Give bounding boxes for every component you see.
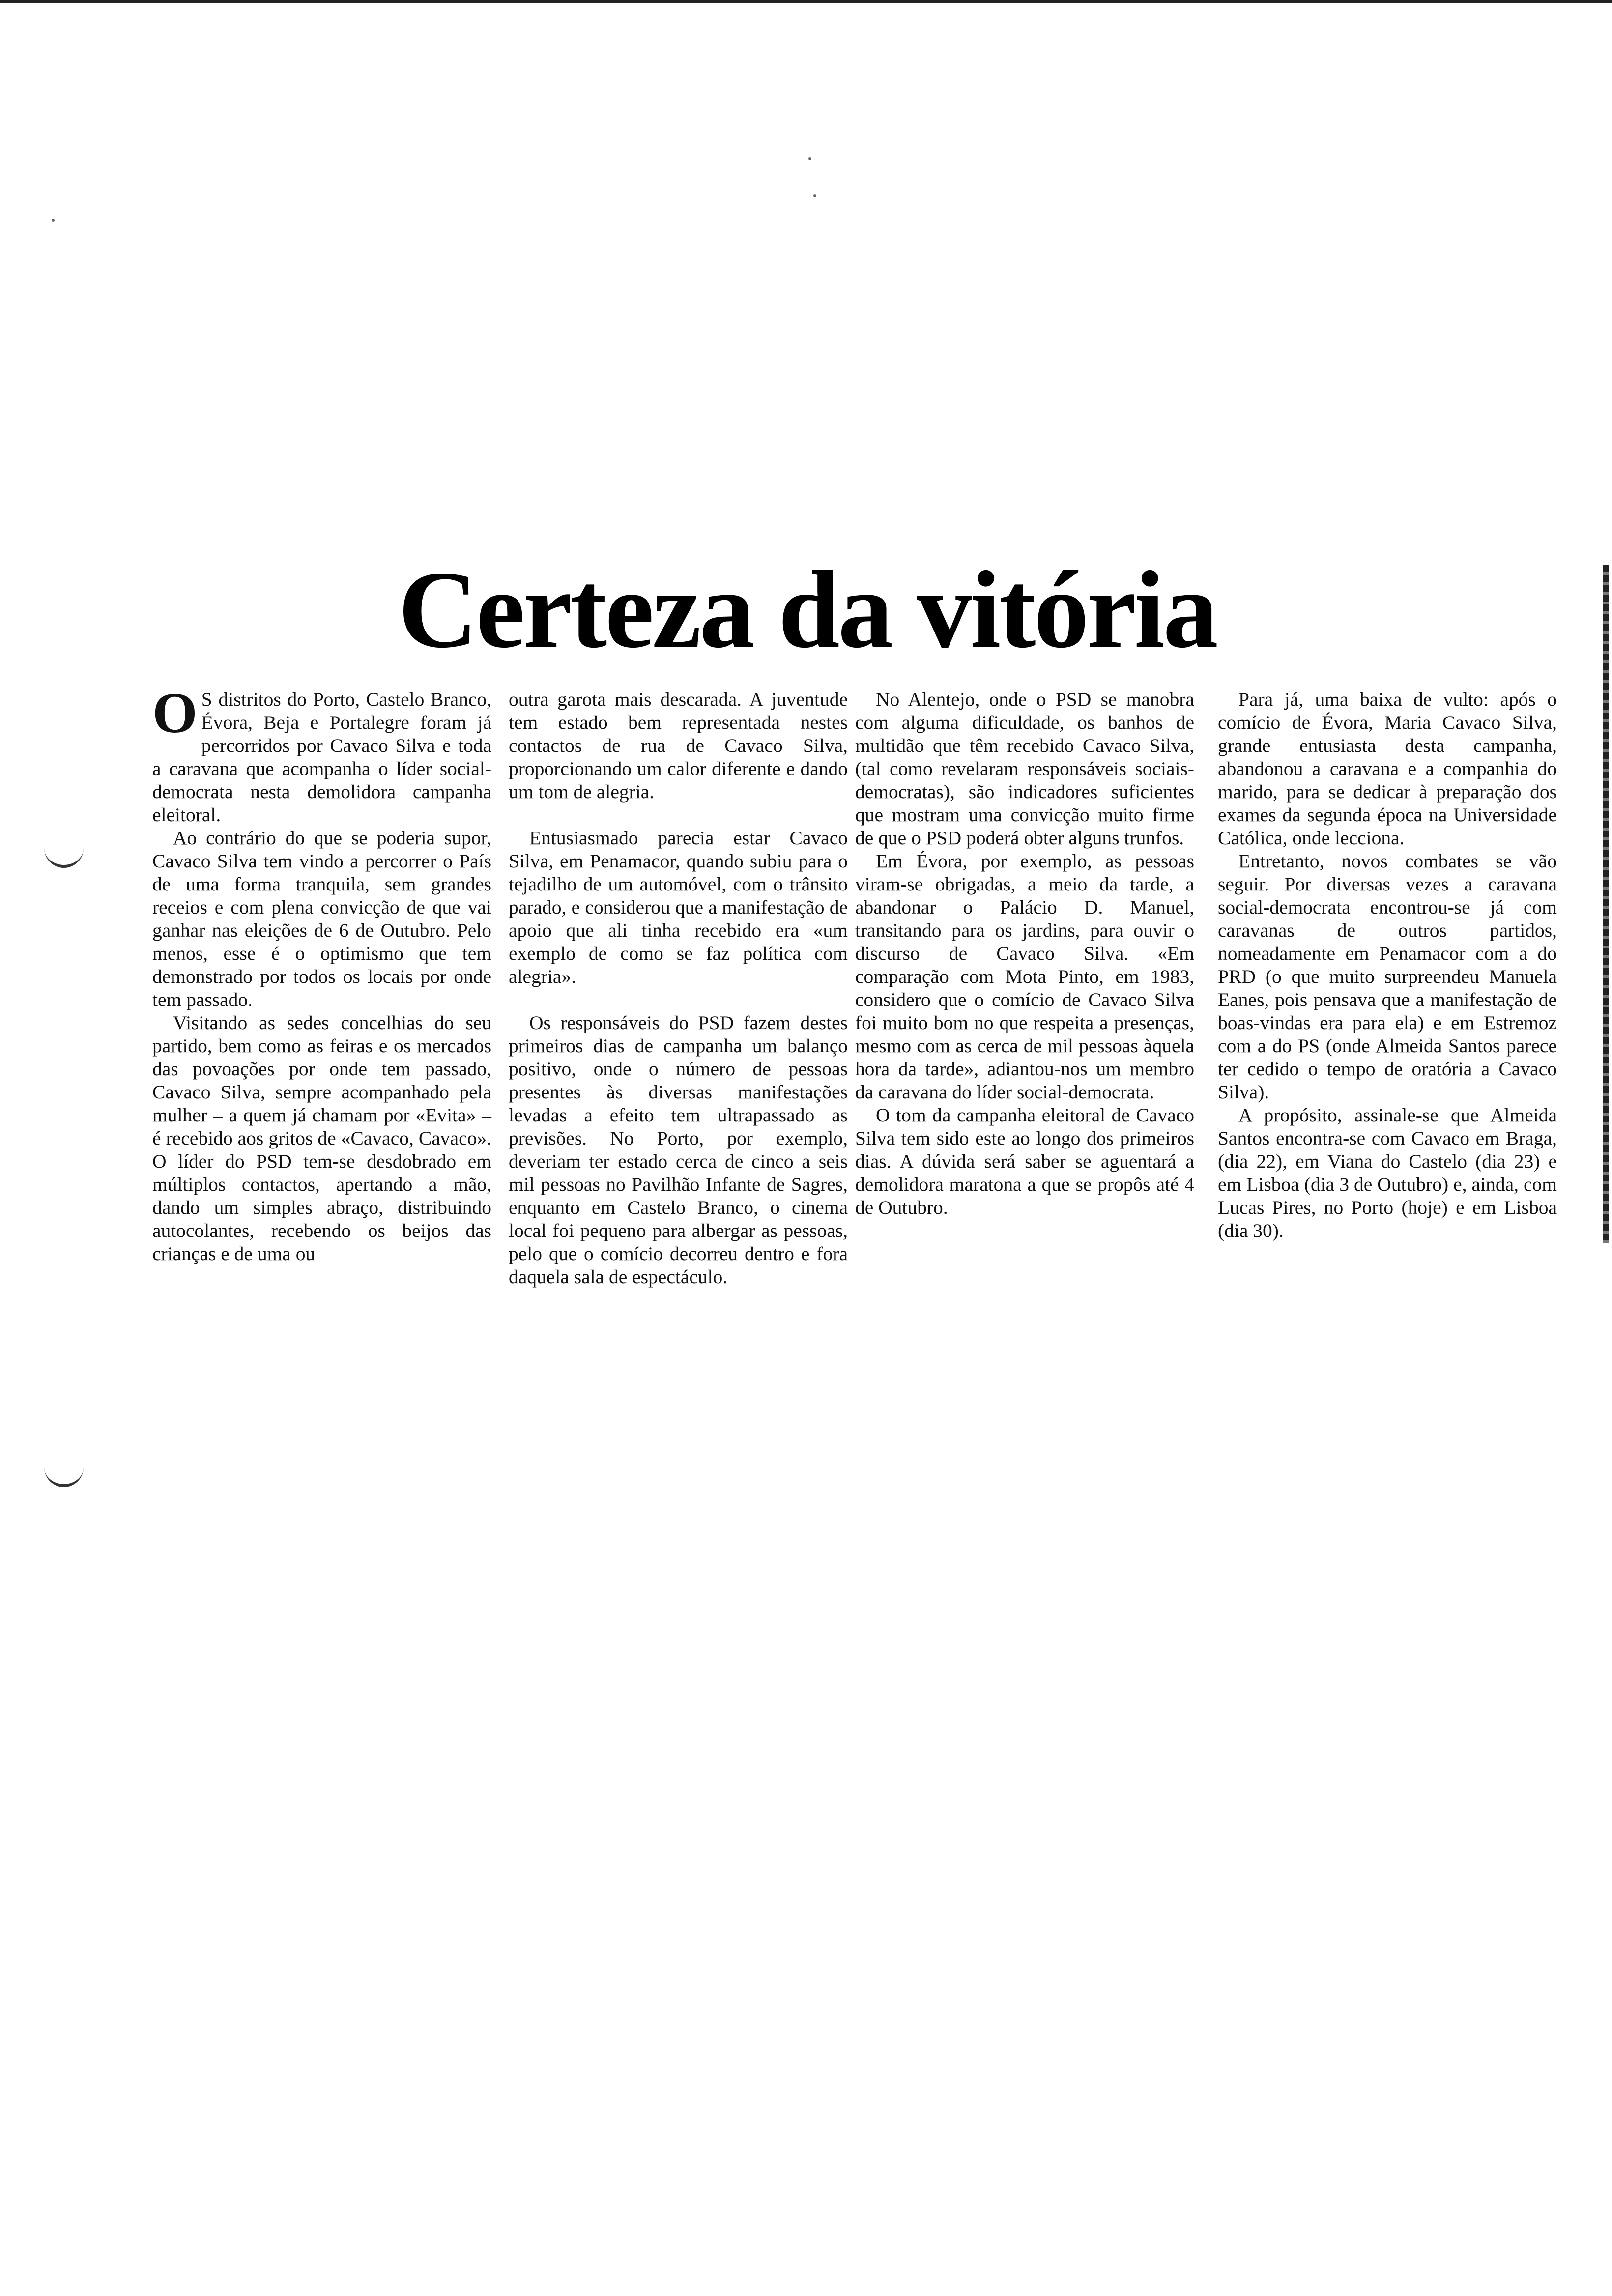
article-column-1 <box>152 681 491 1265</box>
scan-speck <box>808 157 811 160</box>
paragraph: Para já, uma baixa de vulto: após o comício de Évora, Maria Cavaco Silva, grande entusiasta desta campanha, abandonou a caravana e a companhia do marido, para se dedicar à preparação dos exames da segunda época na Universidade Católica, onde lecciona. <box>1218 689 1557 849</box>
right-scan-edge <box>1603 565 1609 1243</box>
paragraph: O tom da campanha eleitoral de Cavaco Silva tem sido este ao longo dos primeiros dias. A dúvida será saber se aguentará a demolidora maratona a que se propôs até 4 de Outubro. <box>855 1104 1194 1218</box>
scan-speck <box>52 219 55 222</box>
paragraph-text: S distritos do Porto, Castelo Branco, Évora, Beja e Portalegre foram já percorridos por Cavaco Silva e toda a caravana que acompanha o líder social-democrata nesta demolidora campanha eleitoral. <box>152 689 491 826</box>
article-headline: Certeza da vitória <box>398 548 1216 671</box>
top-scan-border <box>0 0 1612 3</box>
paragraph: Entretanto, novos combates se vão seguir. Por diversas vezes a caravana social-democrata encontrou-se já com caravanas de outros partidos, nomeadamente em Penamacor com a do PRD (o que muito surpreendeu Manuela Eanes, pois pensava que a manifestação de boas-vindas era para ela) e em Estremoz com a do PS (onde Almeida Santos parece ter cedido o tempo de oratória a Cavaco Silva). <box>1218 850 1557 1103</box>
paragraph: outra garota mais descarada. A juventude tem estado bem representada nestes contactos de rua de Cavaco Silva, proporcionando um calor diferente e dando um tom de alegria. <box>509 689 848 803</box>
paragraph: No Alentejo, onde o PSD se manobra com alguma dificuldade, os banhos de multidão que têm recebido Cavaco Silva, (tal como revelaram responsáveis sociais-democratas), são indicadores suficientes que mostram uma convicção muito firme de que o PSD poderá obter alguns trunfos. <box>855 689 1194 849</box>
scan-speck <box>813 194 816 197</box>
binding-hole-mark <box>44 1464 84 1487</box>
paragraph: Os responsáveis do PSD fazem destes primeiros dias de campanha um balanço positivo, onde o número de pessoas presentes às diversas manifestações levadas a efeito tem ultrapassado as previsões. No Porto, por exemplo, deveriam ter estado cerca de cinco a seis mil pessoas no Pavilhão Infante de Sagres, enquanto em Castelo Branco, o cinema local foi pequeno para albergar as pessoas, pelo que o comício decorreu dentro e fora daquela sala de espectáculo. <box>509 1012 848 1288</box>
article-column-3 <box>855 688 1194 1219</box>
binding-hole-mark <box>44 845 84 868</box>
paragraph: Em Évora, por exemplo, as pessoas viram-se obrigadas, a meio da tarde, a abandonar o Palácio D. Manuel, transitando para os jardins, para ouvir o discurso de Cavaco Silva. «Em comparação com Mota Pinto, em 1983, considero que o comício de Cavaco Silva foi muito bom no que respeita a presenças, mesmo com as cerca de mil pessoas àquela hora da tarde», adiantou-nos um membro da caravana do líder social-democrata. <box>855 850 1194 1103</box>
paragraph: Visitando as sedes concelhias do seu partido, bem como as feiras e os mercados das povoações por onde tem passado, Cavaco Silva, sempre acompanhado pela mulher – a quem já chamam por «Evita» – é recebido aos gritos de «Cavaco, Cavaco». O líder do PSD tem-se desdobrado em múltiplos contactos, apertando a mão, dando um simples abraço, distribuindo autocolantes, recebendo os beijos das crianças e de uma ou <box>152 1012 491 1264</box>
paragraph: Entusiasmado parecia estar Cavaco Silva, em Penamacor, quando subiu para o tejadilho de um automóvel, com o trânsito parado, e considerou que a manifestação de apoio que ali tinha recebido era «um exemplo de como se faz política com alegria». <box>509 827 848 987</box>
article-column-4 <box>1218 688 1557 1242</box>
paragraph: A propósito, assinale-se que Almeida Santos encontra-se com Cavaco em Braga, (dia 22), em Viana do Castelo (dia 23) e em Lisboa (dia 3 de Outubro) e, ainda, com Lucas Pires, no Porto (hoje) e em Lisboa (dia 30). <box>1218 1104 1557 1241</box>
paragraph: Ao contrário do que se poderia supor, Cavaco Silva tem vindo a percorrer o País de uma forma tranquila, sem grandes receios e com plena convicção de que vai ganhar nas eleições de 6 de Outubro. Pelo menos, esse é o optimismo que tem demonstrado por todos os locais por onde tem passado. <box>152 827 491 1010</box>
drop-cap: O <box>152 681 198 745</box>
paragraph <box>152 681 491 827</box>
article-column-2 <box>509 688 848 1289</box>
